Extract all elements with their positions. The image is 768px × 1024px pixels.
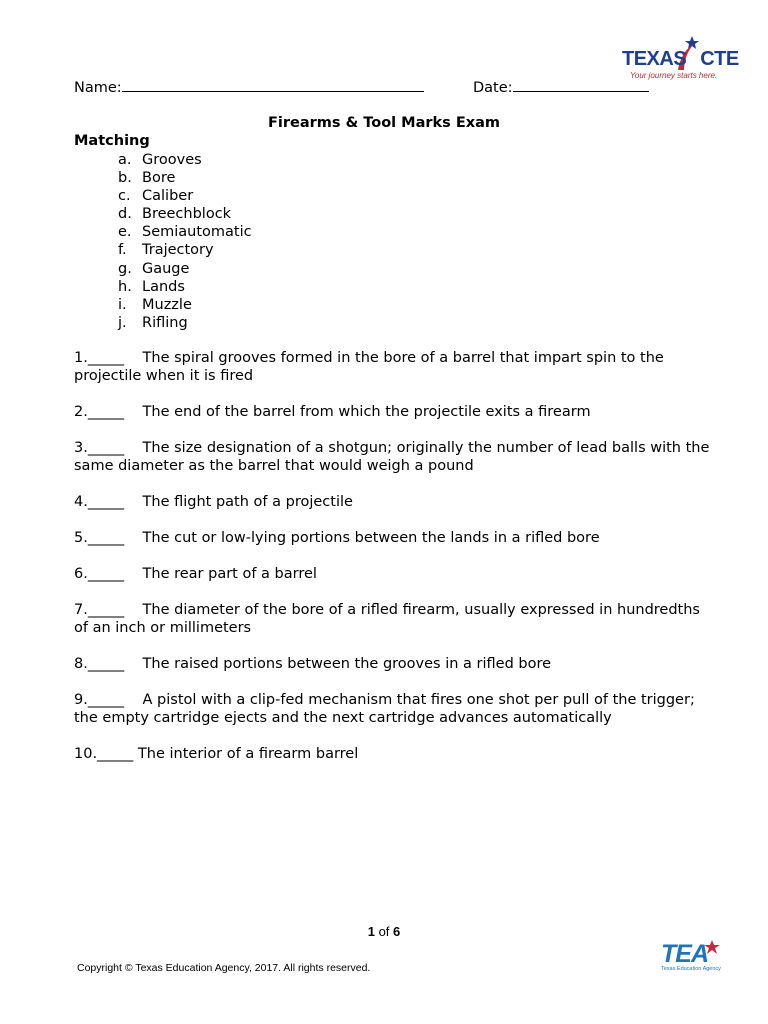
question-number-blank[interactable]: 7._____ — [74, 602, 125, 618]
option-letter: d. — [118, 206, 132, 223]
question-text: The end of the barrel from which the projectile exits a firearm — [142, 404, 591, 420]
question-text: A pistol with a clip-fed mechanism that fires one shot per pull of the trigger; the empty cartridge ejects and the next cartridge advances automatically — [74, 692, 695, 726]
question-text: The spiral grooves formed in the bore of a barrel that impart spin to the projectile when it is fired — [74, 350, 664, 384]
question-number-blank[interactable]: 10._____ — [74, 746, 134, 762]
option-term: Rifling — [142, 314, 188, 331]
question-number-blank[interactable]: 9._____ — [74, 692, 125, 708]
page-current: 1 — [367, 924, 375, 939]
matching-options — [118, 151, 252, 332]
option-term: Grooves — [142, 152, 202, 168]
question-number-blank[interactable]: 3._____ — [74, 440, 125, 456]
question-text: The raised portions between the grooves in a rifled bore — [142, 656, 552, 672]
option-item — [118, 314, 252, 332]
option-letter: g. — [118, 260, 132, 277]
page-total: 6 — [393, 924, 401, 939]
option-term: Bore — [142, 170, 176, 187]
question-item — [74, 439, 714, 475]
option-item — [118, 205, 252, 223]
question-item — [74, 349, 714, 385]
question-text: The interior of a firearm barrel — [137, 746, 359, 762]
option-item — [118, 151, 252, 169]
page-of: of — [378, 924, 390, 939]
option-item — [118, 241, 252, 259]
option-item — [118, 278, 252, 296]
option-term: Gauge — [142, 260, 190, 277]
date-field-row — [473, 79, 649, 96]
question-list — [74, 349, 714, 781]
logo-wordmark — [622, 48, 739, 71]
logo-word-texas: TEXAS — [622, 48, 687, 70]
logo-word-cte: CTE — [700, 48, 739, 70]
tea-subtitle: Texas Education Agency — [661, 966, 721, 972]
question-text: The flight path of a projectile — [142, 494, 353, 510]
name-blank[interactable] — [122, 79, 424, 92]
option-term: Muzzle — [142, 296, 192, 313]
tea-wordmark: TEA — [661, 940, 708, 968]
tea-logo — [659, 940, 725, 976]
question-item — [74, 493, 714, 511]
section-heading: Matching — [74, 133, 150, 149]
option-letter: b. — [118, 170, 132, 187]
question-number-blank[interactable]: 8._____ — [74, 656, 125, 672]
question-text: The rear part of a barrel — [142, 566, 317, 582]
option-letter: f. — [118, 242, 127, 259]
question-item — [74, 745, 714, 763]
date-blank[interactable] — [513, 79, 649, 92]
option-letter: i. — [118, 296, 127, 313]
question-number-blank[interactable]: 5._____ — [74, 530, 125, 546]
question-text: The diameter of the bore of a rifled firearm, usually expressed in hundredths of an inch or millimeters — [74, 602, 700, 636]
question-text: The size designation of a shotgun; originally the number of lead balls with the same diameter as the barrel that would weigh a pound — [74, 440, 710, 474]
option-term: Semiautomatic — [142, 224, 252, 241]
exam-title: Firearms & Tool Marks Exam — [267, 115, 501, 131]
option-term: Breechblock — [142, 206, 232, 223]
option-letter: e. — [118, 224, 132, 241]
name-label: Name: — [74, 80, 122, 96]
option-letter: j. — [118, 314, 127, 331]
option-item — [118, 223, 252, 241]
option-term: Trajectory — [142, 242, 214, 259]
question-number-blank[interactable]: 4._____ — [74, 494, 125, 510]
logo-tagline: Your journey starts here. — [630, 71, 718, 80]
page-number — [0, 924, 768, 939]
date-label: Date: — [473, 80, 513, 96]
option-item — [118, 187, 252, 205]
option-letter: h. — [118, 278, 132, 295]
question-item — [74, 691, 714, 727]
question-number-blank[interactable]: 1._____ — [74, 350, 125, 366]
option-letter: a. — [118, 152, 132, 168]
question-text: The cut or low-lying portions between the lands in a rifled bore — [142, 530, 600, 546]
question-item — [74, 403, 714, 421]
copyright-notice: Copyright © Texas Education Agency, 2017. All rights reserved. — [77, 962, 371, 974]
option-item — [118, 296, 252, 314]
question-item — [74, 565, 714, 583]
question-item — [74, 601, 714, 637]
option-item — [118, 169, 252, 187]
option-letter: c. — [118, 188, 131, 205]
option-term: Lands — [142, 278, 185, 295]
name-field-row — [74, 79, 424, 96]
option-item — [118, 260, 252, 278]
question-item — [74, 655, 714, 673]
question-item — [74, 529, 714, 547]
question-number-blank[interactable]: 2._____ — [74, 404, 125, 420]
question-number-blank[interactable]: 6._____ — [74, 566, 125, 582]
option-term: Caliber — [142, 188, 194, 205]
star-icon — [703, 940, 721, 954]
